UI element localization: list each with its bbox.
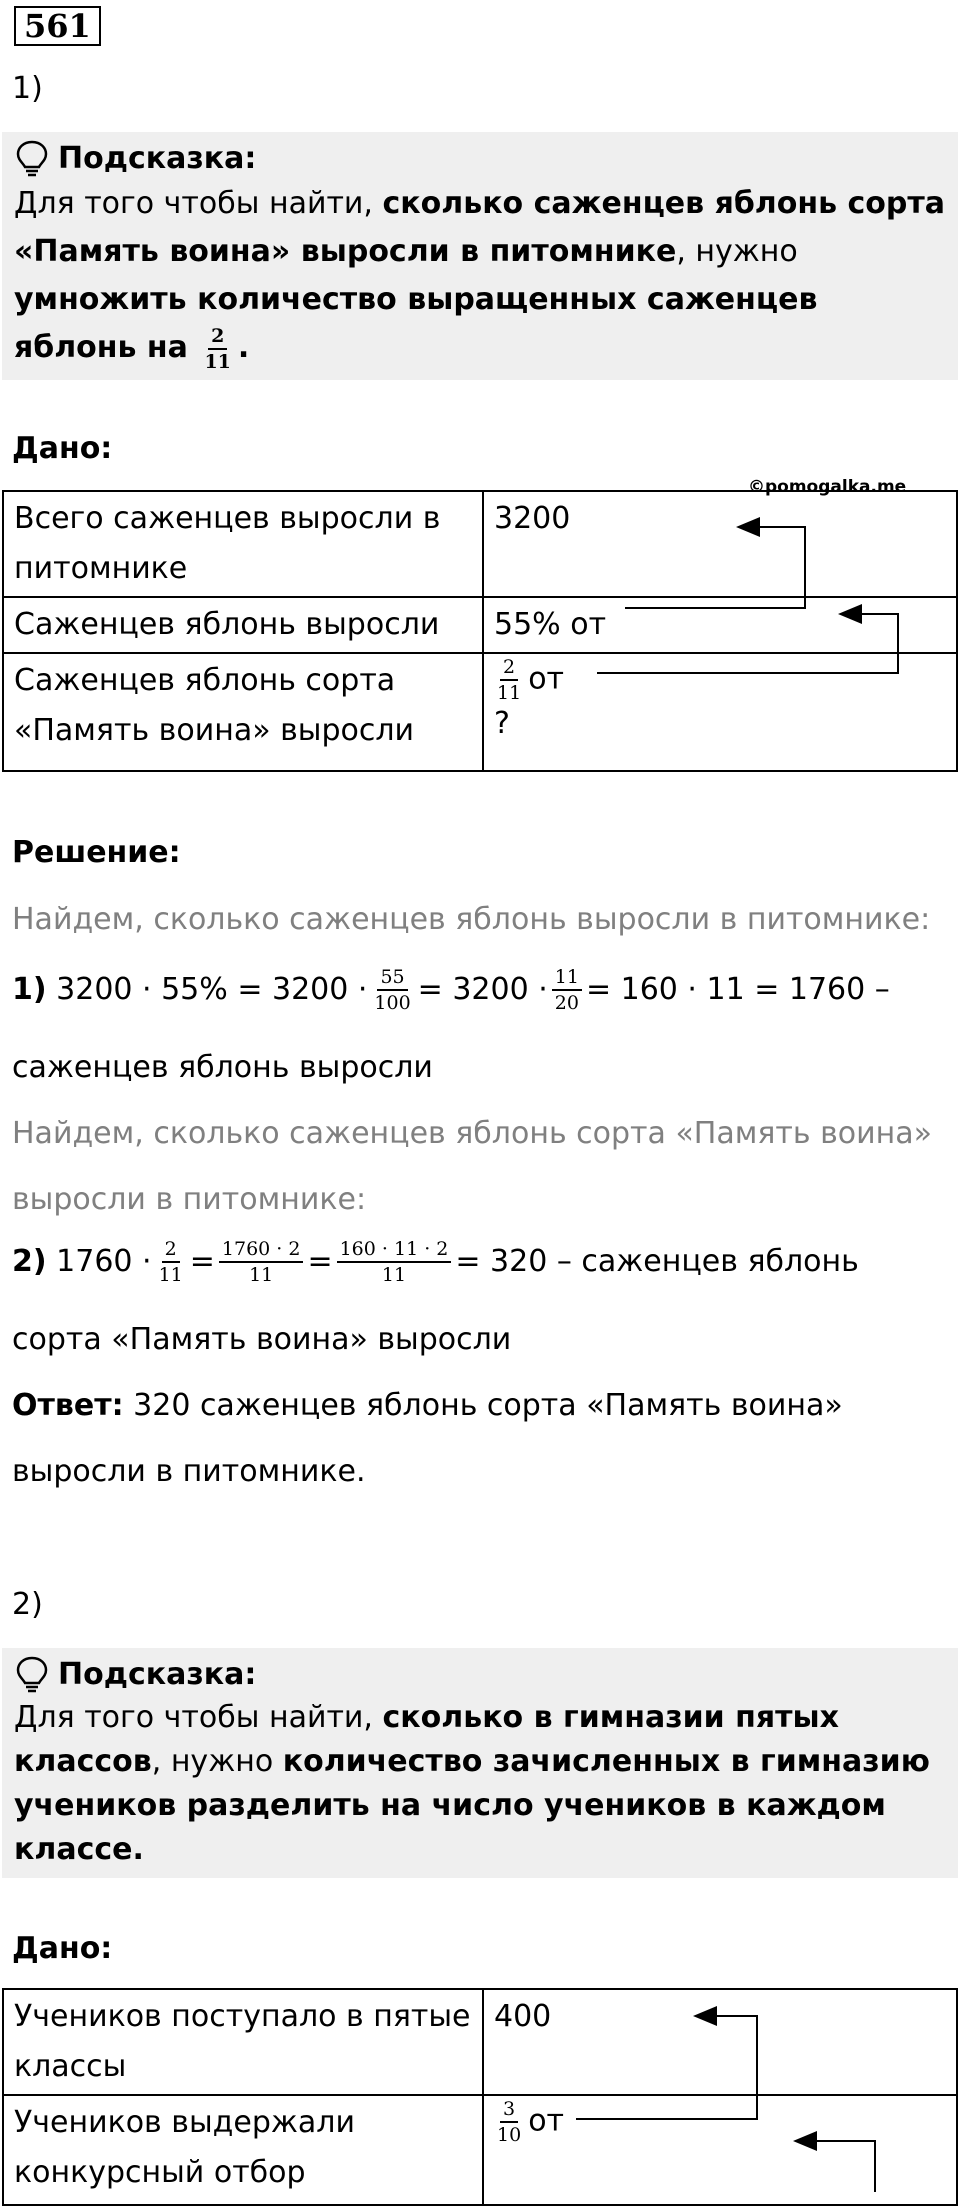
fraction-denominator: 11 (497, 682, 522, 704)
fraction-numerator: 1760 · 2 (219, 1238, 304, 1263)
fraction-denominator: 10 (497, 2124, 522, 2146)
hint-bold-part: сколько в гимназии пятых классов (14, 1700, 840, 1779)
lightbulb-icon (14, 1655, 50, 1695)
fraction (219, 1238, 304, 1286)
expr-part: = 160 · 11 = 1760 – (585, 972, 890, 1007)
fraction-denominator: 11 (204, 350, 231, 373)
fraction-numerator: 55 (377, 966, 407, 991)
hint-bold-part: умножить количество выращенных саженцев яблонь на (14, 282, 818, 365)
table-row (3, 2095, 957, 2205)
table-cell-value: 55% от (483, 597, 957, 653)
hint-text-part: , нужно (676, 234, 798, 269)
answer-line (12, 1384, 843, 1428)
step1-intro: Найдем, сколько саженцев яблонь выросли в питомнике: (12, 902, 931, 937)
given-label-2: Дано: (12, 1931, 113, 1966)
answer-continuation: выросли в питомнике. (12, 1454, 366, 1489)
table-cell-value: 3200 (483, 491, 957, 597)
fraction-numerator: 2 (162, 1238, 180, 1263)
hint-text (14, 1696, 946, 1872)
fraction-denominator: 11 (158, 1264, 183, 1286)
table-cell-label: Всего саженцев выросли в питомнике (3, 491, 483, 597)
arrow (597, 614, 898, 673)
answer-label: Ответ: (12, 1388, 124, 1423)
arrow (625, 527, 805, 608)
step2-continuation: сорта «Память воина» выросли (12, 1322, 512, 1357)
step2-intro: Найдем, сколько саженцев яблонь сорта «Память воина» (12, 1116, 932, 1151)
watermark: ©pomogalka.me (748, 477, 907, 497)
hint-bold-part: сколько саженцев яблонь сорта «Память воина» выросли в питомнике (14, 186, 946, 269)
hint-text-part: Для того чтобы найти, (14, 1700, 383, 1735)
table-cell-label: Учеников поступало в пятые классы (3, 1989, 483, 2095)
hint-title (14, 1654, 946, 1696)
expr-part: 3200 · 55% = 3200 · (56, 972, 368, 1007)
fraction-denominator: 100 (374, 992, 411, 1014)
step-number: 2) (12, 1244, 47, 1279)
step2-expression (12, 1238, 859, 1286)
given-table-2 (2, 1988, 958, 2206)
step1-continuation: саженцев яблонь выросли (12, 1050, 433, 1085)
fraction-numerator: 3 (500, 2098, 518, 2123)
fraction (552, 966, 582, 1014)
step1-expression (12, 966, 890, 1014)
table-cell-label: Саженцев яблонь выросли (3, 597, 483, 653)
hint-title-text: Подсказка: (58, 1657, 257, 1692)
table-cell-value: 400 (483, 1989, 957, 2095)
fraction-numerator: 2 (208, 325, 227, 350)
fraction-numerator: 160 · 11 · 2 (337, 1238, 452, 1263)
task-number: 561 (14, 6, 101, 46)
part-2-label: 2) (12, 1587, 43, 1622)
hint-bold-part: количество зачисленных в гимназию учеников разделить на число учеников в каждом классе. (14, 1744, 930, 1867)
fraction (156, 1238, 186, 1286)
hint-end: . (237, 330, 250, 365)
hint-text-part: Для того чтобы найти, (14, 186, 383, 221)
hint-box-2 (2, 1648, 958, 1878)
table-cell-label: Учеников выдержали конкурсный отбор (3, 2095, 483, 2205)
hint-text-part: , нужно (151, 1744, 283, 1779)
fraction-denominator: 11 (249, 1264, 274, 1286)
fraction-numerator: 2 (500, 656, 518, 681)
table-cell-value (483, 2095, 957, 2205)
expr-part: = (307, 1244, 333, 1279)
hint-title-text: Подсказка: (58, 141, 257, 176)
expr-part: = (189, 1244, 215, 1279)
fraction-denominator: 11 (381, 1264, 407, 1286)
step-number: 1) (12, 972, 47, 1007)
table-cell-label: Саженцев яблонь сорта «Память воина» выросли (3, 653, 483, 771)
fraction (337, 1238, 452, 1286)
fraction (371, 966, 413, 1014)
fraction-numerator: 11 (552, 966, 582, 991)
value-text: от (528, 2103, 565, 2139)
unknown-value: ? (494, 706, 510, 741)
value-text: от (528, 661, 565, 697)
expr-part: = 320 – саженцев яблонь (455, 1244, 859, 1279)
solution-label: Решение: (12, 835, 181, 870)
step2-intro-cont: выросли в питомнике: (12, 1182, 367, 1217)
fraction-denominator: 20 (554, 992, 579, 1014)
given-label-1: Дано: (12, 431, 113, 466)
part-1-label: 1) (12, 71, 43, 106)
answer-text: 320 саженцев яблонь сорта «Память воина» (123, 1388, 843, 1423)
table-row (3, 1989, 957, 2095)
expr-part: = 3200 · (417, 972, 548, 1007)
value-fraction (494, 2098, 524, 2146)
expr-part: 1760 · (56, 1244, 152, 1279)
